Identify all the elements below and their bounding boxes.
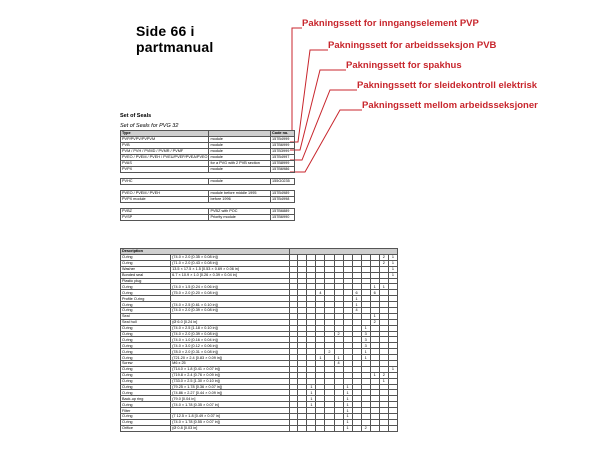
type-table-row	[121, 215, 295, 221]
seal-name: Seal hull	[121, 319, 171, 325]
seal-size: (74.0 × 2.0 [0.35 × 0.08 in])	[171, 255, 289, 261]
seal-name: O-ring	[121, 378, 171, 384]
variant-cell: module	[209, 143, 271, 149]
quantity-cell: 1	[343, 402, 352, 408]
annotation-lever-housing-seal-kit: Pakningssett for spakhus	[346, 60, 462, 71]
code-cell: 157B4997	[271, 155, 295, 161]
code-cell: 157B6986	[271, 167, 295, 173]
type-cell: PVPX	[121, 167, 209, 173]
leader-line-electric	[290, 90, 357, 160]
quantity-cell: 1	[388, 272, 397, 278]
quantity-cell: 4	[334, 361, 343, 367]
seal-name: O-ring	[121, 414, 171, 420]
quantity-cell	[334, 425, 343, 431]
quantity-cell: 4	[316, 290, 325, 296]
leader-line-pvb	[290, 50, 328, 142]
seal-name: O-ring	[121, 384, 171, 390]
seal-size: (719.8 × 2.4 [0.76 × 0.09 in])	[171, 372, 289, 378]
quantity-cell: 1	[388, 366, 397, 372]
quantity-cell: 4	[352, 308, 361, 314]
quantity-cell: 1	[388, 266, 397, 272]
type-code-table	[120, 130, 295, 221]
code-cell: 157B6999	[271, 143, 295, 149]
quantity-cell	[388, 425, 397, 431]
seal-size: (Ø 0.8 [0.03 in]	[171, 425, 289, 431]
quantity-cell: 1	[379, 284, 388, 290]
code-header: Code no.	[271, 131, 295, 137]
seal-size: 6.7 × 10.9 × 1.0 [0.26 × 0.39 × 0.04 in]	[171, 272, 289, 278]
type-cell: PVP/PVPV/PVPVM	[121, 137, 209, 143]
seal-name: O-ring	[121, 331, 171, 337]
seal-name: O-ring	[121, 308, 171, 314]
quantity-cell: 1	[388, 260, 397, 266]
seal-name: O-ring	[121, 355, 171, 361]
page-reference-line-2: partmanual	[136, 39, 214, 55]
quantity-cell: 1	[343, 396, 352, 402]
quantity-cell: 1	[370, 372, 379, 378]
quantity-cell: 2	[379, 260, 388, 266]
quantity-cell: 3	[361, 331, 370, 337]
annotation-pvp-seal-kit: Pakningssett for inngangselement PVP	[302, 18, 479, 29]
type-cell: PVHC	[121, 179, 209, 185]
seal-size: (733.0 × 2.5 [1.30 × 0.10 in])	[171, 378, 289, 384]
seal-name: O-ring	[121, 302, 171, 308]
seal-name: Washer	[121, 266, 171, 272]
seal-name: O-ring	[121, 343, 171, 349]
type-cell: PVAS	[121, 161, 209, 167]
seal-name: O-ring	[121, 255, 171, 261]
quantity-cell: 1	[370, 284, 379, 290]
quantity-cell: 1	[316, 355, 325, 361]
seal-name: O-ring	[121, 349, 171, 355]
code-cell: 157B3999	[271, 149, 295, 155]
type-header: Type	[121, 131, 209, 137]
seal-name: Plastic plug	[121, 278, 171, 284]
seal-size: (71.0 × 2.0 [0.43 × 0.08 in])	[171, 260, 289, 266]
seal-name: O-ring	[121, 402, 171, 408]
quantity-cell: 1	[307, 402, 316, 408]
quantity-cell	[298, 425, 307, 431]
type-cell: PVM / PVH / PVMD / PVMR / PVMF	[121, 149, 209, 155]
code-cell: 157B4998	[271, 197, 295, 203]
seal-description-table	[120, 248, 398, 432]
seal-size: M6 x 25	[171, 361, 289, 367]
seal-size: (79.25 × 1.78 [0.36 × 0.07 in])	[171, 384, 289, 390]
seal-name: O-ring	[121, 372, 171, 378]
variant-cell: before 1996	[209, 197, 271, 203]
seal-size: (75.0 × 2.0 [0.20 × 0.08 in])	[171, 290, 289, 296]
code-cell: 157B6889	[271, 209, 295, 215]
quantity-cell: 1	[343, 419, 352, 425]
quantity-cell: 2	[361, 425, 370, 431]
quantity-cell: 1	[343, 425, 352, 431]
variant-cell: module	[209, 179, 271, 185]
seal-size: (74.86 × 2.27 [0.44 × 0.09 in])	[171, 390, 289, 396]
seal-name: O-ring	[121, 260, 171, 266]
quantity-cell: 6	[370, 290, 379, 296]
quantity-cell: 6	[352, 290, 361, 296]
seal-size: (74.0 × 2.0 [0.39 × 0.08 in])	[171, 308, 289, 314]
quantity-cell: 2	[334, 331, 343, 337]
variant-cell: module	[209, 155, 271, 161]
seal-size: (74.0 × 2.5 [0.61 × 0.10 in])	[171, 302, 289, 308]
code-cell: 155G0235	[271, 179, 295, 185]
seal-size: (78.0 × 2.0 [0.31 × 0.08 in])	[171, 349, 289, 355]
seal-name: Screw	[121, 361, 171, 367]
seal-name: Back-up ring	[121, 396, 171, 402]
variant-cell: module	[209, 137, 271, 143]
code-cell: 157B4989	[271, 191, 295, 197]
quantity-cell: 1	[343, 414, 352, 420]
seal-name: O-ring	[121, 337, 171, 343]
seal-row	[121, 425, 398, 431]
seal-name: O-ring	[121, 325, 171, 331]
quantity-cell: 2	[379, 255, 388, 261]
quantity-cell	[379, 425, 388, 431]
quantity-cell: 1	[361, 349, 370, 355]
seal-size: (79.0 [0.04 in]	[171, 396, 289, 402]
variant-cell: module	[209, 149, 271, 155]
leader-line-between-sections	[290, 110, 362, 172]
quantity-cell: 1	[361, 325, 370, 331]
description-header: Description	[121, 249, 290, 255]
quantity-cell: 1	[343, 408, 352, 414]
type-cell: PVPX module	[121, 197, 209, 203]
seal-size: (721.20 × 2.4 [0.83 × 0.09 in])	[171, 355, 289, 361]
seal-name: O-ring	[121, 419, 171, 425]
quantity-cell: 1	[334, 355, 343, 361]
seal-name: Orifice	[121, 425, 171, 431]
quantity-cell: 1	[370, 313, 379, 319]
leader-line-pvp	[290, 28, 302, 136]
annotation-between-sections-seal-kit: Pakningssett mellom arbeidsseksjoner	[362, 100, 538, 111]
type-cell: PVSP	[121, 215, 209, 221]
seal-size: (74.0 × 1.0 [0.16 × 0.04 in])	[171, 337, 289, 343]
seal-size: (Ø 6.0 [0.24 in]	[171, 319, 289, 325]
seal-name: O-ring	[121, 366, 171, 372]
variant-cell: Priority module	[209, 215, 271, 221]
quantity-cell: 1	[343, 390, 352, 396]
seal-size: (74.0 × 1.78 [0.35 × 0.07 in]	[171, 402, 289, 408]
type-cell: PVEO / PVEM / PVEH	[121, 191, 209, 197]
seal-name: O-ring	[121, 284, 171, 290]
quantity-cell: 1	[307, 390, 316, 396]
variant-cell: module	[209, 167, 271, 173]
variant-cell: module before middle 1995	[209, 191, 271, 197]
page-reference-line-1: Side 66 i	[136, 23, 195, 39]
seal-size: (74.0 × 2.5 [1.18 × 0.10 in])	[171, 325, 289, 331]
seal-name: Seal	[121, 313, 171, 319]
quantity-cell: 1	[352, 302, 361, 308]
type-cell: PVEO / PVEM / PVEH / PVEU/PVEP/PVEA/PVEO	[122, 155, 208, 160]
quantity-cell: 1	[388, 255, 397, 261]
seal-name: Filter	[121, 408, 171, 414]
leader-line-lever-housing	[290, 70, 346, 150]
seal-name: O-ring	[121, 290, 171, 296]
quantity-cell: 1	[361, 355, 370, 361]
quantity-cell: 3	[361, 343, 370, 349]
quantity-cell: 1	[379, 378, 388, 384]
quantity-cell	[316, 425, 325, 431]
section-subtitle: Set of Seals for PVG 32	[120, 123, 179, 129]
quantity-cell: 2	[325, 349, 334, 355]
quantity-cell: 3	[361, 337, 370, 343]
quantity-cell	[307, 425, 316, 431]
seal-name: Profile O-ring	[121, 296, 171, 302]
annotation-electric-spool-control-seal-kit: Pakningssett for sleidekontroll elektrisk	[357, 80, 538, 91]
variant-cell: PVBZ with POC	[209, 209, 271, 215]
code-cell: 157B6990	[271, 215, 295, 221]
quantity-cell: 1	[343, 384, 352, 390]
code-cell: 157B4999	[271, 137, 295, 143]
annotation-pvb-seal-kit: Pakningssett for arbeidsseksjon PVB	[328, 40, 497, 51]
section-title: Set of Seals	[120, 113, 152, 119]
seal-name: Bonded seal	[121, 272, 171, 278]
seal-size: (74.0 × 1.5 [0.24 × 0.06 in])	[171, 284, 289, 290]
quantity-cell	[352, 425, 361, 431]
quantity-cell: 1	[307, 396, 316, 402]
seal-size: (714.0 × 1.8 [0.41 × 0.07 in])	[171, 366, 289, 372]
quantity-cell: 2	[370, 319, 379, 325]
seal-size: (74.0 × 3.0 [0.12 × 0.06 in])	[171, 343, 289, 349]
quantity-cell	[289, 425, 298, 431]
type-cell: PVBZ	[121, 209, 209, 215]
seal-size: (74.0 × 1.78 [0.55 × 0.07 in])	[171, 419, 289, 425]
quantity-cell	[370, 425, 379, 431]
seal-name: O-ring	[121, 390, 171, 396]
type-cell: PVB	[121, 143, 209, 149]
variant-cell: for a PVG with 2 PVB section	[209, 161, 271, 167]
seal-size: 13.5 × 17.5 × 1.5 [0.53 × 0.69 × 0.06 in]	[171, 266, 289, 272]
quantity-cell: 1	[307, 384, 316, 390]
seal-size: (7 12.5 × 1.8 [0.49 × 0.07 in]	[171, 414, 289, 420]
quantity-cell: 2	[379, 372, 388, 378]
code-cell: 157B8999	[271, 161, 295, 167]
quantity-cell: 1	[352, 296, 361, 302]
seal-size: (74.0 × 2.0 [0.39 × 0.08 in])	[171, 331, 289, 337]
quantity-cell	[325, 425, 334, 431]
